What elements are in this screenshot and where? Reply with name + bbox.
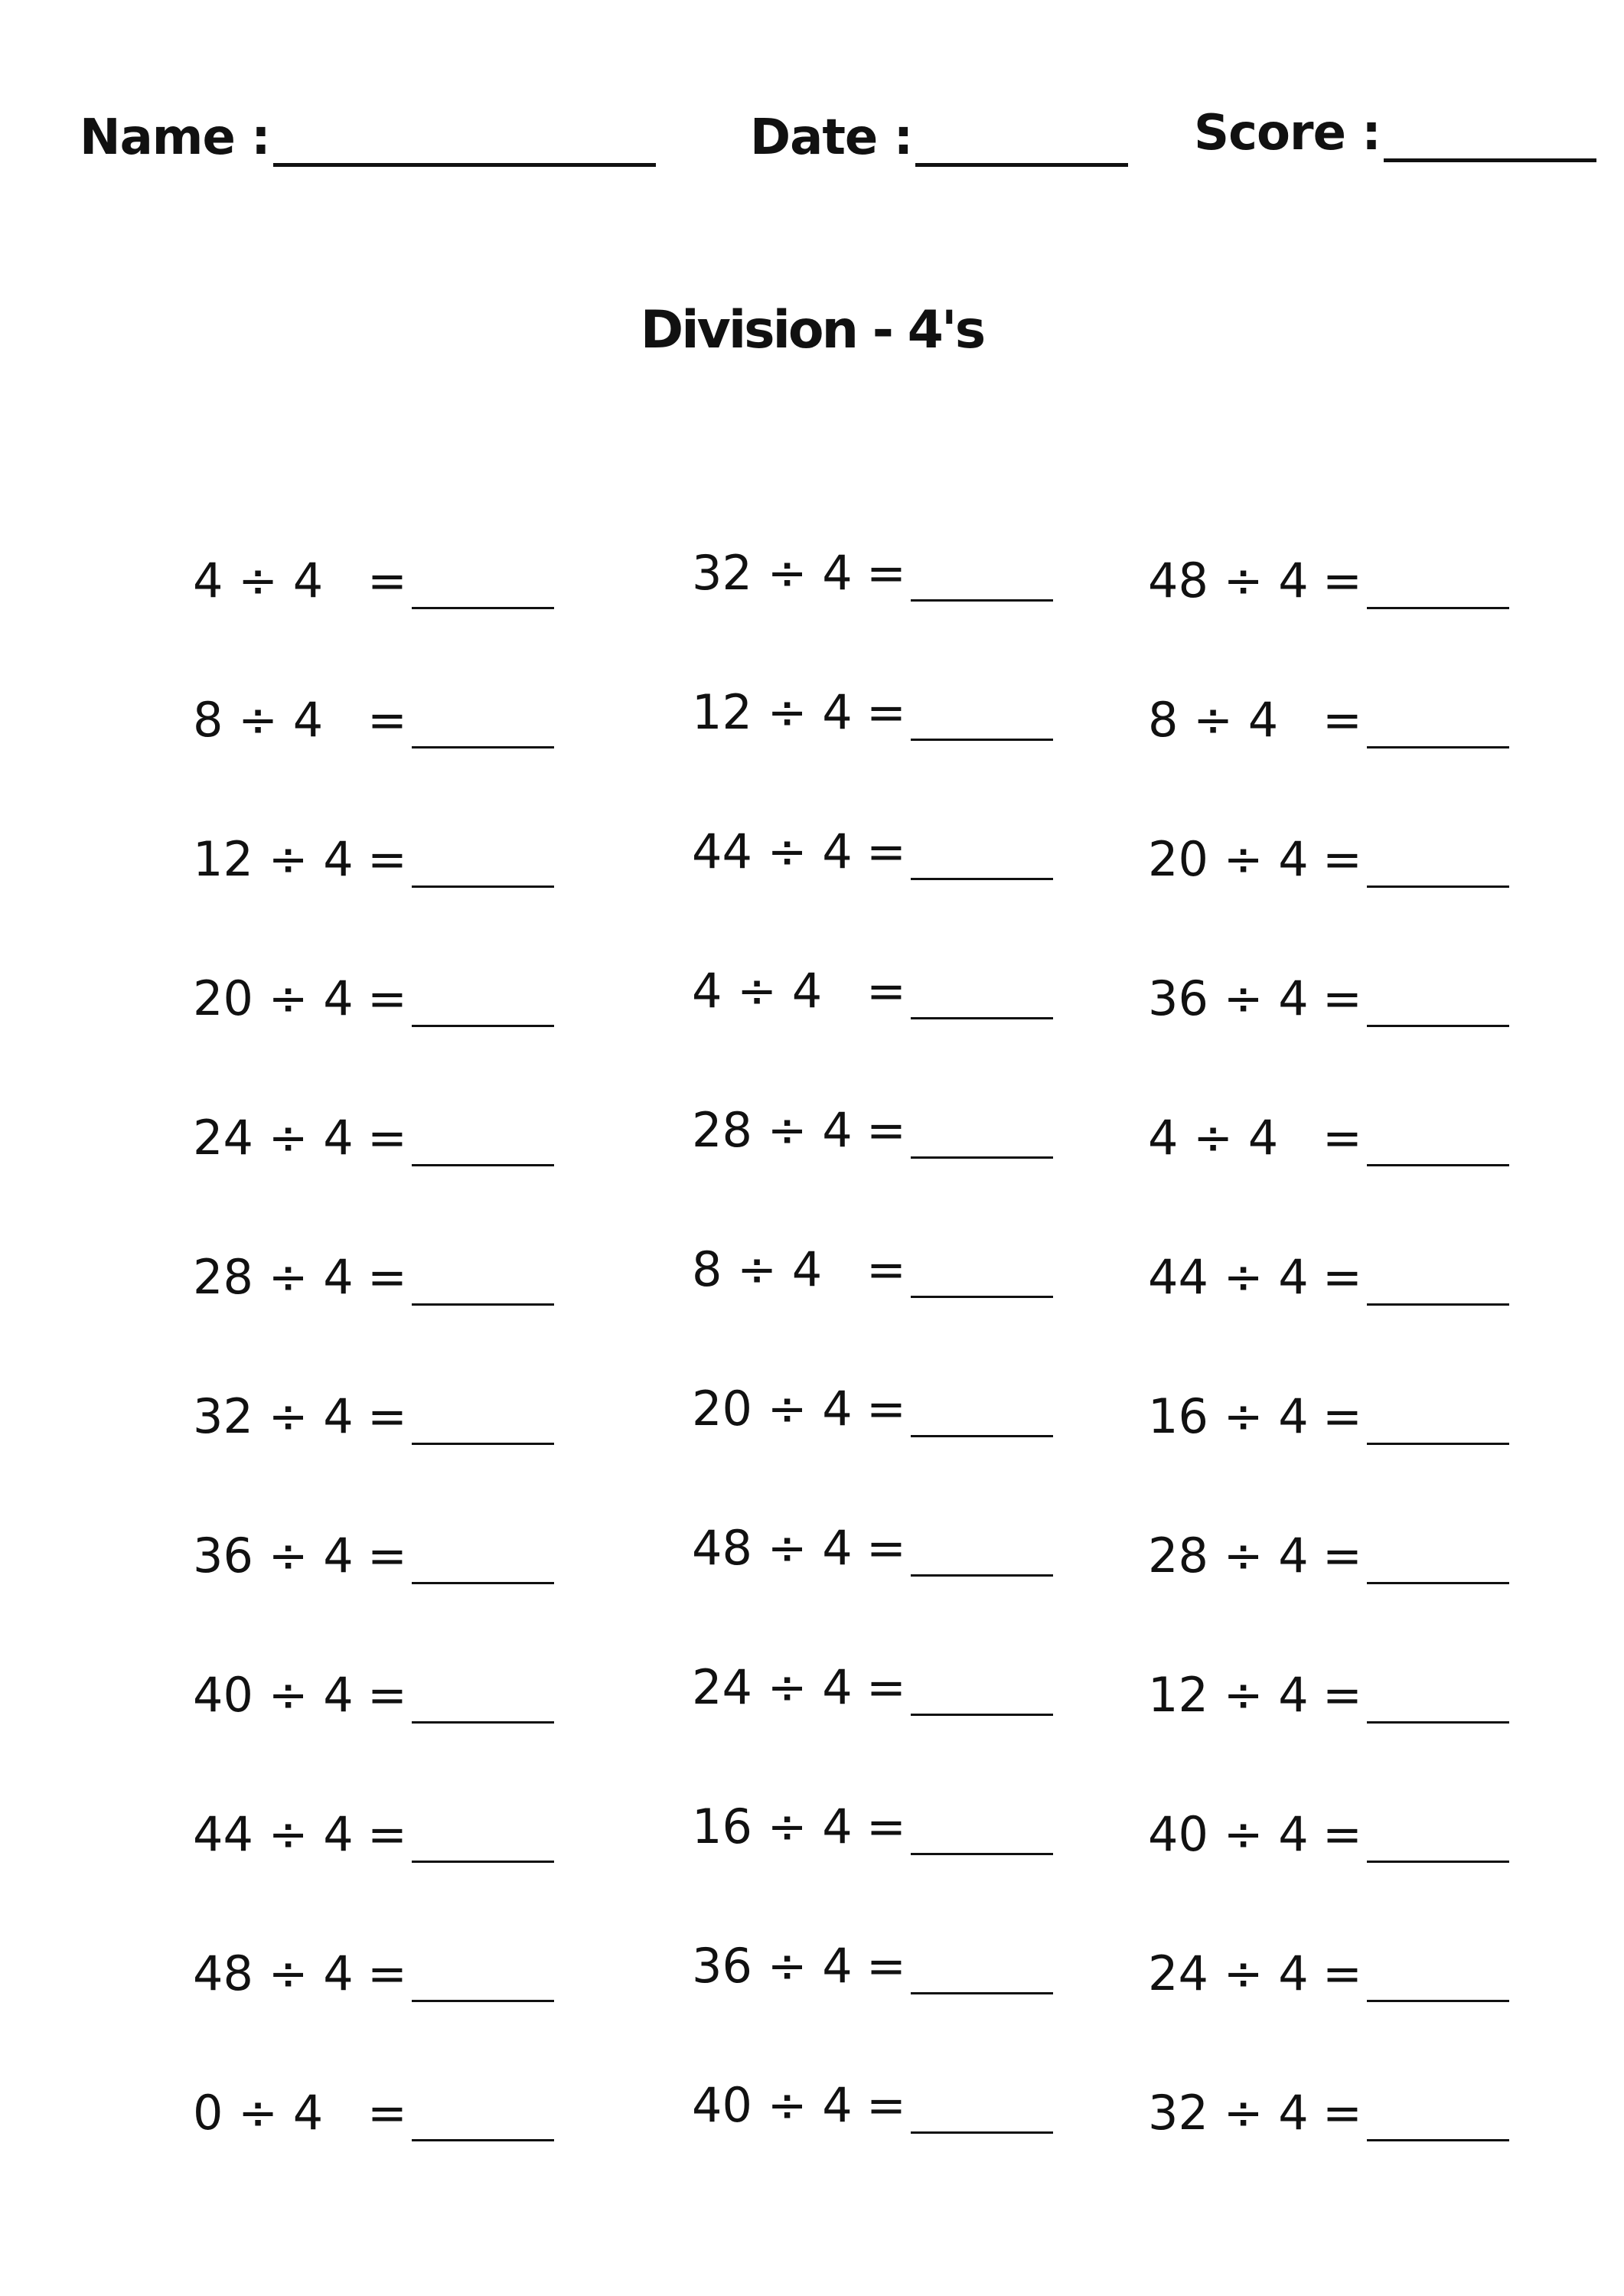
problem-expression: 40 ÷ 4 <box>692 2077 853 2133</box>
answer-blank[interactable] <box>911 2131 1053 2134</box>
answer-blank[interactable] <box>911 878 1053 880</box>
problem-expression: 32 ÷ 4 <box>692 545 853 601</box>
equals-sign: = <box>866 1938 906 1994</box>
equals-sign: = <box>1322 1667 1362 1723</box>
equals-sign: = <box>866 823 906 879</box>
equals-sign: = <box>866 684 906 740</box>
answer-blank[interactable] <box>1367 1164 1509 1166</box>
problem-expression: 8 ÷ 4 <box>692 1241 823 1297</box>
answer-blank[interactable] <box>1367 1582 1509 1584</box>
name-field[interactable] <box>80 106 656 167</box>
date-label: Date : <box>750 109 913 166</box>
equals-sign: = <box>367 692 407 748</box>
answer-blank[interactable] <box>1367 746 1509 748</box>
answer-blank[interactable] <box>1367 1303 1509 1306</box>
answer-blank[interactable] <box>1367 607 1509 609</box>
answer-blank[interactable] <box>911 1714 1053 1716</box>
answer-blank[interactable] <box>911 1853 1053 1855</box>
answer-blank[interactable] <box>1367 2000 1509 2002</box>
problem-expression: 24 ÷ 4 <box>193 1110 354 1166</box>
answer-blank[interactable] <box>412 1721 554 1724</box>
equals-sign: = <box>1322 2085 1362 2141</box>
answer-blank[interactable] <box>911 599 1053 602</box>
answer-blank[interactable] <box>911 1574 1053 1577</box>
problem-expression: 16 ÷ 4 <box>1148 1388 1309 1444</box>
answer-blank[interactable] <box>911 1156 1053 1159</box>
equals-sign: = <box>866 1520 906 1576</box>
equals-sign: = <box>866 545 906 601</box>
equals-sign: = <box>367 1110 407 1166</box>
problem-expression: 32 ÷ 4 <box>193 1388 354 1444</box>
answer-blank[interactable] <box>412 746 554 748</box>
score-label: Score : <box>1194 105 1381 161</box>
equals-sign: = <box>367 1667 407 1723</box>
equals-sign: = <box>1322 1388 1362 1444</box>
answer-blank[interactable] <box>412 1443 554 1445</box>
answer-blank[interactable] <box>1367 1025 1509 1027</box>
equals-sign: = <box>1322 1528 1362 1583</box>
equals-sign: = <box>1322 1945 1362 2001</box>
equals-sign: = <box>1322 1806 1362 1862</box>
problem-expression: 12 ÷ 4 <box>692 684 853 740</box>
problem-expression: 4 ÷ 4 <box>193 553 324 608</box>
problem-expression: 8 ÷ 4 <box>193 692 324 748</box>
problem-expression: 12 ÷ 4 <box>1148 1667 1309 1723</box>
answer-blank[interactable] <box>412 1303 554 1306</box>
equals-sign: = <box>866 1799 906 1854</box>
equals-sign: = <box>1322 1249 1362 1305</box>
problem-expression: 36 ÷ 4 <box>193 1528 354 1583</box>
problem-expression: 44 ÷ 4 <box>1148 1249 1309 1305</box>
equals-sign: = <box>866 1241 906 1297</box>
answer-blank[interactable] <box>911 1992 1053 1994</box>
problem-expression: 20 ÷ 4 <box>1148 831 1309 887</box>
equals-sign: = <box>367 1249 407 1305</box>
date-input-line[interactable] <box>915 163 1128 167</box>
problem-expression: 28 ÷ 4 <box>193 1249 354 1305</box>
answer-blank[interactable] <box>412 1861 554 1863</box>
answer-blank[interactable] <box>412 1582 554 1584</box>
equals-sign: = <box>367 1528 407 1583</box>
answer-blank[interactable] <box>911 1017 1053 1019</box>
equals-sign: = <box>367 831 407 887</box>
problem-expression: 4 ÷ 4 <box>1148 1110 1279 1166</box>
problem-expression: 4 ÷ 4 <box>692 963 823 1019</box>
name-input-line[interactable] <box>273 163 656 167</box>
worksheet-title: Division - 4's <box>640 300 984 360</box>
equals-sign: = <box>1322 1110 1362 1166</box>
answer-blank[interactable] <box>1367 1861 1509 1863</box>
equals-sign: = <box>866 963 906 1019</box>
name-label: Name : <box>80 109 270 166</box>
answer-blank[interactable] <box>911 1296 1053 1298</box>
problem-expression: 48 ÷ 4 <box>193 1945 354 2001</box>
answer-blank[interactable] <box>911 1435 1053 1437</box>
answer-blank[interactable] <box>412 1164 554 1166</box>
equals-sign: = <box>866 1102 906 1158</box>
problem-expression: 24 ÷ 4 <box>692 1659 853 1715</box>
answer-blank[interactable] <box>911 739 1053 741</box>
problem-expression: 20 ÷ 4 <box>193 970 354 1026</box>
problem-expression: 48 ÷ 4 <box>692 1520 853 1576</box>
equals-sign: = <box>367 1945 407 2001</box>
equals-sign: = <box>866 1381 906 1437</box>
problem-expression: 36 ÷ 4 <box>692 1938 853 1994</box>
equals-sign: = <box>367 2085 407 2141</box>
equals-sign: = <box>367 553 407 608</box>
problem-expression: 32 ÷ 4 <box>1148 2085 1309 2141</box>
equals-sign: = <box>367 1388 407 1444</box>
answer-blank[interactable] <box>1367 1443 1509 1445</box>
equals-sign: = <box>1322 831 1362 887</box>
answer-blank[interactable] <box>412 2000 554 2002</box>
problem-expression: 36 ÷ 4 <box>1148 970 1309 1026</box>
answer-blank[interactable] <box>412 607 554 609</box>
answer-blank[interactable] <box>1367 1721 1509 1724</box>
score-field[interactable] <box>1194 101 1596 162</box>
problem-expression: 44 ÷ 4 <box>692 823 853 879</box>
answer-blank[interactable] <box>1367 885 1509 888</box>
problem-expression: 0 ÷ 4 <box>193 2085 324 2141</box>
problem-expression: 40 ÷ 4 <box>193 1667 354 1723</box>
problem-expression: 8 ÷ 4 <box>1148 692 1279 748</box>
problem-expression: 20 ÷ 4 <box>692 1381 853 1437</box>
answer-blank[interactable] <box>412 1025 554 1027</box>
problem-expression: 24 ÷ 4 <box>1148 1945 1309 2001</box>
answer-blank[interactable] <box>412 885 554 888</box>
equals-sign: = <box>367 970 407 1026</box>
problem-expression: 48 ÷ 4 <box>1148 553 1309 608</box>
equals-sign: = <box>866 2077 906 2133</box>
equals-sign: = <box>1322 692 1362 748</box>
problem-expression: 16 ÷ 4 <box>692 1799 853 1854</box>
equals-sign: = <box>866 1659 906 1715</box>
equals-sign: = <box>1322 970 1362 1026</box>
score-input-line[interactable] <box>1384 158 1596 162</box>
problem-expression: 44 ÷ 4 <box>193 1806 354 1862</box>
problem-expression: 12 ÷ 4 <box>193 831 354 887</box>
equals-sign: = <box>1322 553 1362 608</box>
problem-expression: 28 ÷ 4 <box>692 1102 853 1158</box>
date-field[interactable] <box>750 106 1128 167</box>
answer-blank[interactable] <box>1367 2139 1509 2141</box>
problem-expression: 28 ÷ 4 <box>1148 1528 1309 1583</box>
problem-expression: 40 ÷ 4 <box>1148 1806 1309 1862</box>
answer-blank[interactable] <box>412 2139 554 2141</box>
equals-sign: = <box>367 1806 407 1862</box>
